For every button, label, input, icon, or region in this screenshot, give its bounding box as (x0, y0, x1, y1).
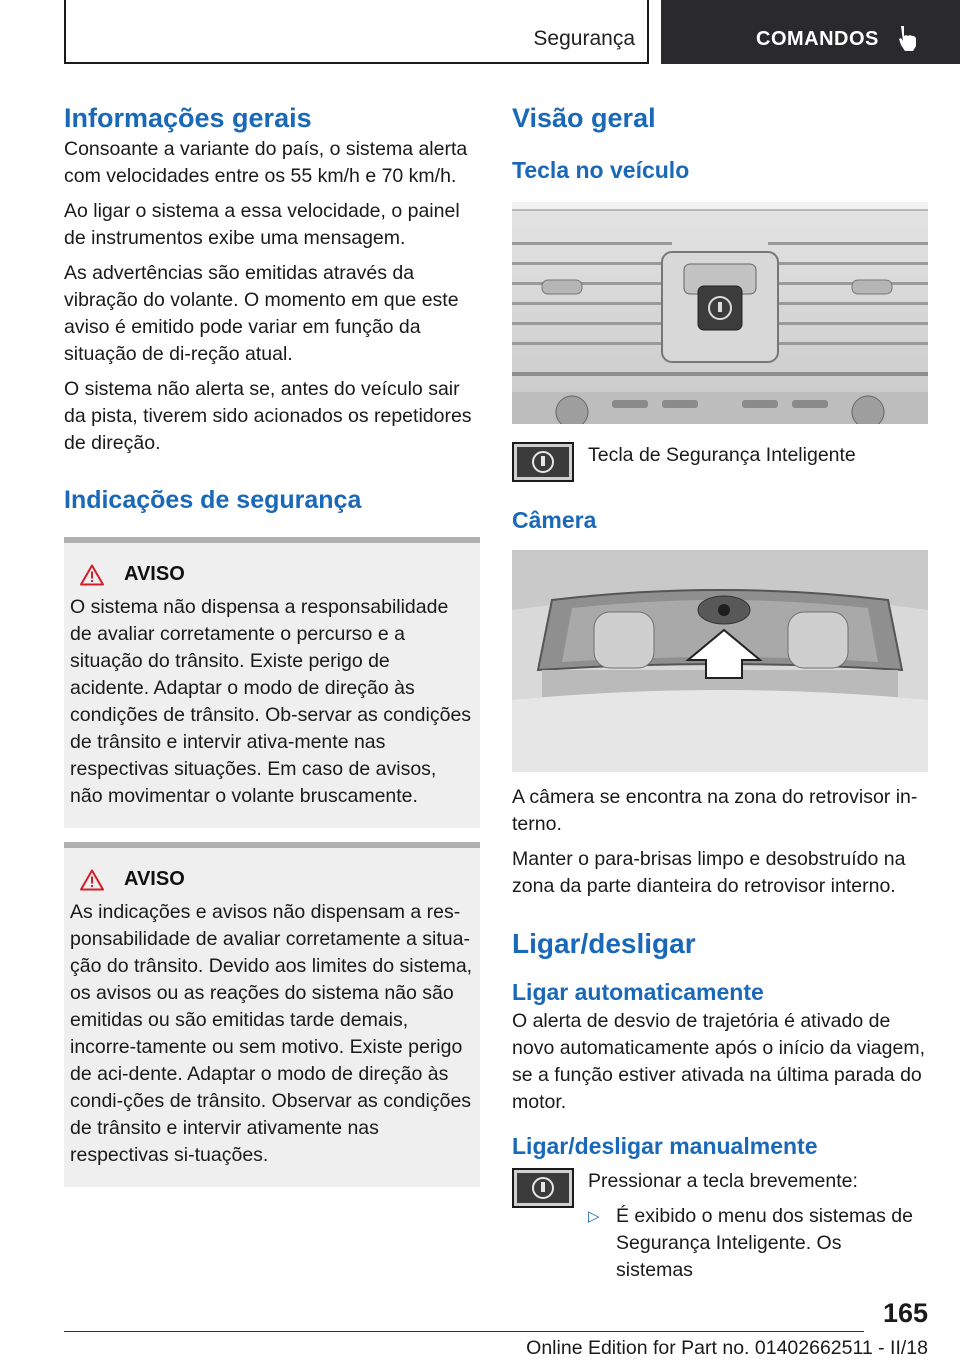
paragraph: Manter o para-brisas limpo e desobstruído na zona da parte dianteira do retrovisor interno. (512, 848, 906, 897)
heading-vehicle-button: Tecla no veículo (512, 157, 690, 183)
warning-box (64, 842, 480, 1187)
footer-rule (64, 1331, 864, 1332)
heading-safety: Indicações de segurança (64, 486, 362, 514)
warning-triangle-icon (80, 869, 104, 891)
paragraph: Ao ligar o sistema a essa velocidade, o painel de instrumentos exibe uma mensagem. (64, 200, 460, 249)
warning-title: AVISO (124, 563, 185, 585)
heading-manual-on-off: Ligar/desligar manualmente (512, 1133, 818, 1159)
paragraph: Consoante a variante do país, o sistema alerta com velocidades entre os 55 km/h e 70 km/h. (64, 138, 468, 187)
page-number: 165 (882, 1298, 928, 1328)
dashboard-button-image (512, 202, 928, 424)
header-left-rule (64, 0, 66, 64)
pointing-hand-icon (897, 24, 921, 52)
heading-camera: Câmera (512, 507, 597, 533)
button-caption: Tecla de Segurança Inteligente (588, 444, 856, 466)
left-column (64, 100, 480, 1187)
intelligent-safety-button-icon (512, 1168, 574, 1208)
warning-text: O sistema não dispensa a responsabilidade de avaliar corretamente o percurso e a situação do trânsito. Existe perigo de acidente. Adaptar o modo de direção às condições de trânsito. Ob-servar as condições de trânsito e intervir ativa-mente nas respectivas situações. Em caso de avisos, não movimentar o volante bruscamente. (70, 596, 472, 807)
warning-title: AVISO (124, 868, 185, 890)
heading-general-info: Informações gerais (64, 103, 312, 133)
paragraph: O sistema não alerta se, antes do veículo sair da pista, tiverem sido acionados os repetidores de direção. (64, 378, 472, 454)
paragraph: O alerta de desvio de trajetória é ativado de novo automaticamente após o início da viagem, se a função estiver ativada na última parada do motor. (512, 1010, 925, 1113)
footer-edition: Online Edition for Part no. 01402662511 - II/18 (526, 1337, 928, 1359)
list-item (588, 1203, 916, 1284)
heading-auto-on: Ligar automaticamente (512, 979, 764, 1005)
bullet-text: É exibido o menu dos sistemas de Segurança Inteligente. Os sistemas (616, 1205, 913, 1281)
header-chapter-label: COMANDOS (756, 28, 879, 50)
right-column (512, 100, 928, 1284)
button-caption-row (512, 442, 928, 482)
paragraph: A câmera se encontra na zona do retrovisor in-terno. (512, 786, 918, 835)
warning-box (64, 537, 480, 828)
paragraph: As advertências são emitidas através da vibração do volante. O momento em que este aviso é emitido pode variar em função da situação de di-reção atual. (64, 262, 459, 365)
camera-location-image (512, 550, 928, 772)
header-chapter-tab[interactable] (661, 0, 960, 64)
header-bottom-rule (64, 62, 649, 64)
bullet-marker: ▷ (588, 1208, 600, 1225)
warning-triangle-icon (80, 564, 104, 586)
paragraph: Pressionar a tecla brevemente: (588, 1170, 858, 1192)
heading-on-off: Ligar/desligar (512, 928, 696, 959)
heading-overview: Visão geral (512, 103, 656, 133)
warning-text: As indicações e avisos não dispensam a res-ponsabilidade de avaliar corretamente a situa-ção do trânsito. Devido aos limites do sistema, os avisos ou as reações do sistema não são emitidas ou são emitidas tarde demais, incorre-tamente ou sem motivo. Existe perigo de aci-dente. Adaptar o modo de direção às condi-ções de trânsito. Observar as condições de trânsito e intervir ativamente nas respectivas si-tuações. (70, 901, 473, 1166)
intelligent-safety-button-icon (512, 442, 574, 482)
manual-instruction-row (512, 1168, 928, 1284)
header-section-title: Segurança (533, 27, 635, 50)
header-right-rule (647, 0, 649, 64)
